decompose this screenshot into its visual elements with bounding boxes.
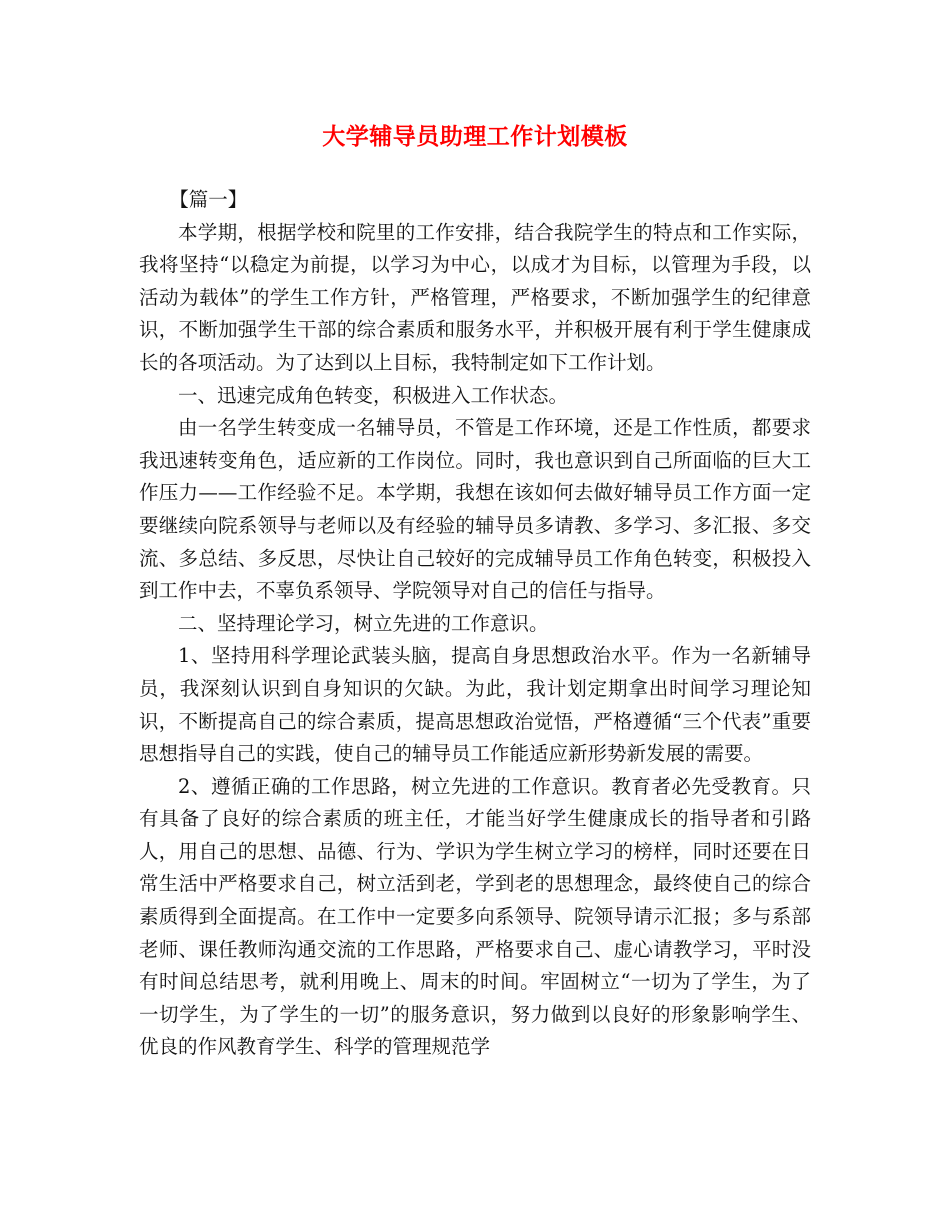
paragraph-item-2: 2、遵循正确的工作思路，树立先进的工作意识。教育者必先受教育。只有具备了良好的综合素质的班主任，才能当好学生健康成长的指导者和引路人，用自己的思想、品德、行为、学识为学生树立学习的榜样，同时还要在日常生活中严格要求自己，树立活到老，学到老的思想理念，最终使自己的综合素质得到全面提高。在工作中一定要多向系领导、院领导请示汇报；多与系部老师、课任教师沟通交流的工作思路，严格要求自己、虚心请教学习，平时没有时间总结思考，就利用晚上、周末的时间。牢固树立“一切为了学生，为了一切学生，为了学生的一切”的服务意识，努力做到以良好的形象影响学生、优良的作风教育学生、科学的管理规范学 xyxy=(139,774,811,1059)
document-body xyxy=(139,184,811,1064)
paragraph-item-1: 1、坚持用科学理论武装头脑，提高自身思想政治水平。作为一名新辅导员，我深刻认识到自身知识的欠缺。为此，我计划定期拿出时间学习理论知识，不断提高自己的综合素质，提高思想政治觉悟，严格遵循“三个代表”重要思想指导自己的实践，使自己的辅导员工作能适应新形势新发展的需要。 xyxy=(139,644,811,766)
heading-two: 二、坚持理论学习，树立先进的工作意识。 xyxy=(178,611,549,635)
section-mark: 【篇一】 xyxy=(169,188,248,211)
paragraph-intro: 本学期，根据学校和院里的工作安排，结合我院学生的特点和工作实际，我将坚持“以稳定为前提，以学习为中心，以成才为目标，以管理为手段，以活动为载体”的学生工作方针，严格管理，严格要求，不断加强学生的纪律意识，不断加强学生干部的综合素质和服务水平，并积极开展有利于学生健康成长的各项活动。为了达到以上目标，我特制定如下工作计划。 xyxy=(139,220,811,374)
document-title: 大学辅导员助理工作计划模板 xyxy=(322,123,628,150)
paragraph-role-change: 由一名学生转变成一名辅导员，不管是工作环境，还是工作性质，都要求我迅速转变角色，适应新的工作岗位。同时，我也意识到自己所面临的巨大工作压力——工作经验不足。本学期，我想在该如何去做好辅导员工作方面一定要继续向院系领导与老师以及有经验的辅导员多请教、多学习、多汇报、多交流、多总结、多反思，尽快让自己较好的完成辅导员工作角色转变，积极投入到工作中去，不辜负系领导、学院领导对自己的信任与指导。 xyxy=(139,416,811,603)
heading-one: 一、迅速完成角色转变，积极进入工作状态。 xyxy=(178,383,569,407)
